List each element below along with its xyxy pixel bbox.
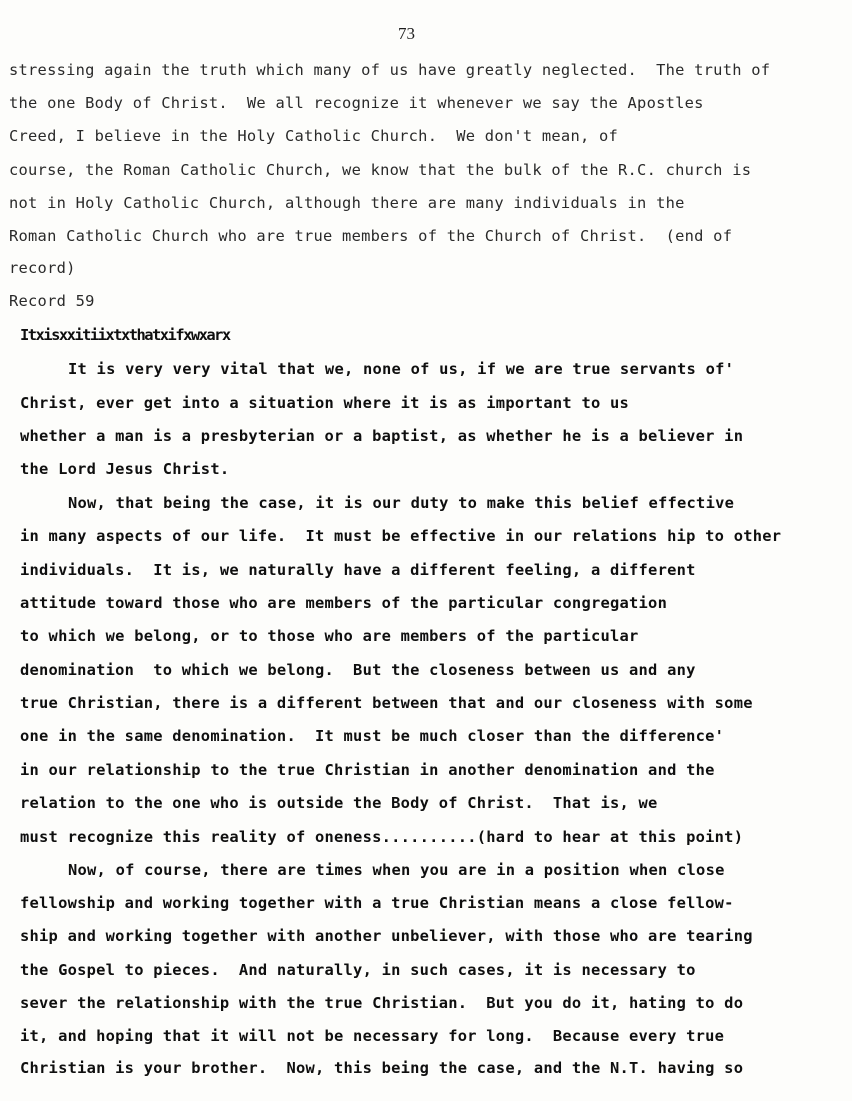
text-line: denomination to which we belong. But the closeness between us and any xyxy=(20,661,696,679)
struck-heading: Itxisxxitiixtxthatxifxwxarx xyxy=(20,326,230,344)
text-line: course, the Roman Catholic Church, we know that the bulk of the R.C. church is xyxy=(9,161,752,179)
text-line: the one Body of Christ. We all recognize it whenever we say the Apostles xyxy=(9,94,704,112)
text-line: whether a man is a presbyterian or a baptist, as whether he is a believer in xyxy=(20,427,744,445)
text-line: Christ, ever get into a situation where it is as important to us xyxy=(20,394,630,412)
text-line: sever the relationship with the true Christian. But you do it, hating to do xyxy=(20,994,744,1012)
text-line: Creed, I believe in the Holy Catholic Church. We don't mean, of xyxy=(9,127,619,145)
text-line: It is very very vital that we, none of us, if we are true servants of' xyxy=(68,360,735,378)
text-line: Now, of course, there are times when you are in a position when close xyxy=(68,861,725,879)
text-line: Roman Catholic Church who are true members of the Church of Christ. (end of xyxy=(9,227,733,245)
text-line: it, and hoping that it will not be necessary for long. Because every true xyxy=(20,1027,725,1045)
text-line: in many aspects of our life. It must be effective in our relations hip to other xyxy=(20,527,782,545)
page-number: 73 xyxy=(398,24,415,43)
text-line: must recognize this reality of oneness..........(hard to hear at this point) xyxy=(20,828,744,846)
text-line: stressing again the truth which many of us have greatly neglected. The truth of xyxy=(9,61,771,79)
text-line: the Gospel to pieces. And naturally, in such cases, it is necessary to xyxy=(20,961,696,979)
text-line: true Christian, there is a different between that and our closeness with some xyxy=(20,694,753,712)
text-line: record) xyxy=(9,259,76,277)
text-line: individuals. It is, we naturally have a different feeling, a different xyxy=(20,561,696,579)
text-line: attitude toward those who are members of the particular congregation xyxy=(20,594,668,612)
text-line: Now, that being the case, it is our duty to make this belief effective xyxy=(68,494,735,512)
text-line: Christian is your brother. Now, this being the case, and the N.T. having so xyxy=(20,1059,744,1077)
text-line: not in Holy Catholic Church, although there are many individuals in the xyxy=(9,194,685,212)
text-line: in our relationship to the true Christian in another denomination and the xyxy=(20,761,715,779)
text-line: fellowship and working together with a true Christian means a close fellow- xyxy=(20,894,734,912)
text-line: one in the same denomination. It must be much closer than the difference' xyxy=(20,727,725,745)
text-line: ship and working together with another unbeliever, with those who are tearing xyxy=(20,927,753,945)
record-label: Record 59 xyxy=(9,292,95,310)
text-line: to which we belong, or to those who are members of the particular xyxy=(20,627,639,645)
text-line: relation to the one who is outside the Body of Christ. That is, we xyxy=(20,794,658,812)
text-line: the Lord Jesus Christ. xyxy=(20,460,230,478)
